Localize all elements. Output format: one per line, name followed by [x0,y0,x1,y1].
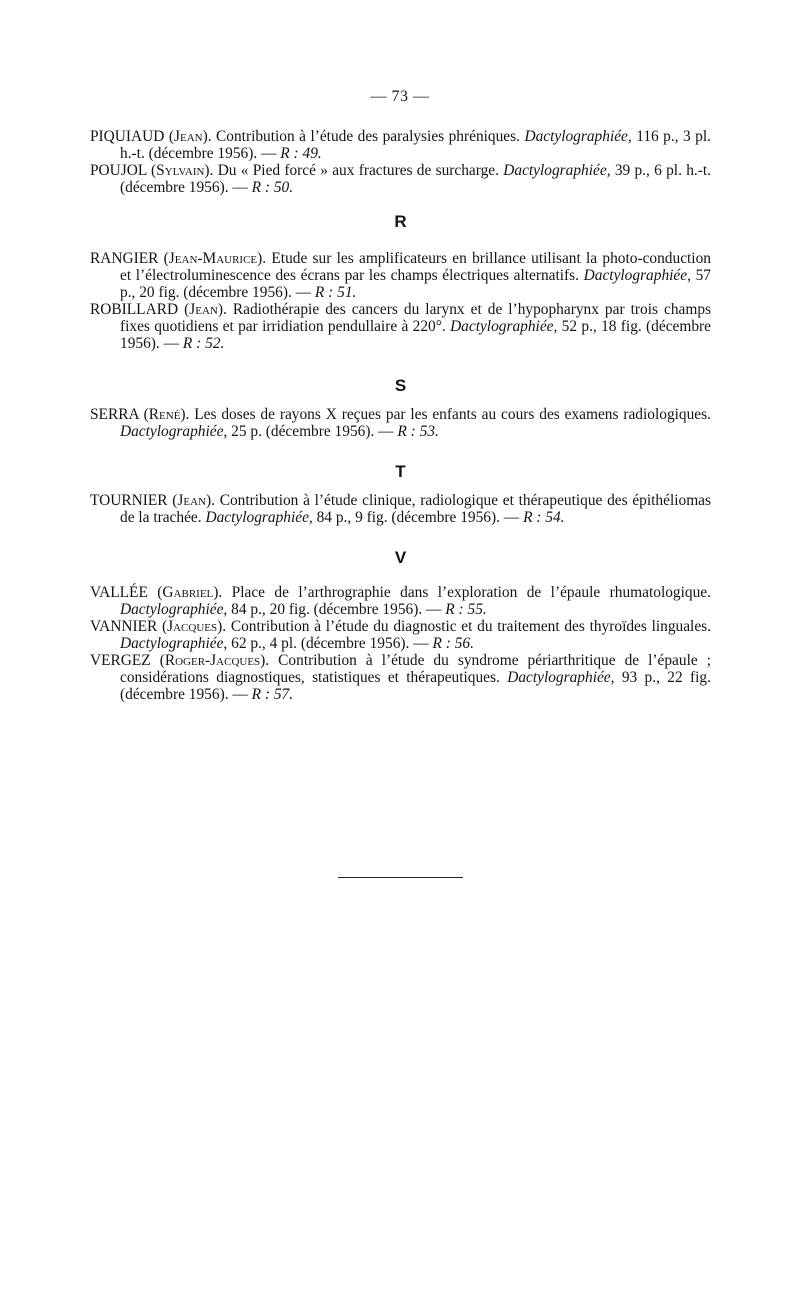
entry-title: Etude sur les amplificateurs en brillance utilisant la photo-conduction et l’électroluminescence des écrans par les champs électriques alternatifs. [120,250,711,284]
bibliography-entry [90,162,711,196]
author-given-name: (Jean). [172,492,215,509]
section-letter: S [394,376,407,395]
entry-details: 39 p., 6 pl. h.-t. (décembre 1956). — [120,162,711,196]
entry-details: 57 p., 20 fig. (décembre 1956). — [120,267,711,301]
bibliography-entry [90,492,711,526]
publication-type: Dactylographiée, [583,267,691,284]
bibliography-entry [90,618,711,652]
author-given-name: (Roger-Jacques). [159,652,270,669]
bibliography-entry [90,584,711,618]
entry-title: Place de l’arthrographie dans l’exploration de l’épaule rhumatologique. [231,584,711,601]
reference-number: R : 51. [314,284,357,301]
section-letter: T [395,462,406,481]
author-surname: RANGIER [90,250,159,267]
bibliography-entry [90,301,711,352]
entry-details: 93 p., 22 fig. (décembre 1956). — [120,669,711,703]
entry-title: Contribution à l’étude du syndrome périarthritique de l’épaule ; considérations diagnostiques, statistiques et thérapeutiques. [120,652,711,686]
publication-type: Dactylographiée, [205,509,313,526]
reference-number: R : 56. [432,635,474,652]
reference-number: R : 57. [251,686,294,703]
reference-number: R : 55. [445,601,487,618]
entry-title: Contribution à l’étude du diagnostic et du traitement des thyroïdes linguales. [230,618,712,635]
author-surname: TOURNIER [90,492,168,509]
author-given-name: (Gabriel). [157,584,223,601]
author-given-name: (Jean). [184,301,227,318]
publication-type: Dactylographiée, [450,318,558,335]
entry-title: Contribution à l’étude des paralysies phréniques. [216,128,520,145]
bibliography-list [90,128,711,703]
author-surname: SERRA [90,406,139,423]
bibliography-entry [90,652,711,703]
entry-title: Les doses de rayons X reçues par les enfants au cours des examens radiologiques. [194,406,711,423]
publication-type: Dactylographiée, [503,162,611,179]
reference-number: R : 49. [280,145,322,162]
author-surname: VANNIER [90,618,158,635]
author-surname: VALLÉE [90,584,148,601]
author-given-name: (Jean). [168,128,212,145]
entry-details: 52 p., 18 fig. (décembre 1956). — [120,318,711,352]
entry-title: Radiothérapie des cancers du larynx et de l’hypopharynx par trois champs fixes quotidiens et par irridiation pendullaire à 220°. [120,301,711,335]
section-letter: V [394,548,407,567]
reference-number: R : 52. [182,335,225,352]
entry-title: Du « Pied forcé » aux fractures de surcharge. [217,162,499,179]
reference-number: R : 54. [523,509,565,526]
end-rule [338,877,463,878]
page-number: — 73 — [370,88,430,105]
entry-title: Contribution à l’étude clinique, radiologique et thérapeutique des épithéliomas de la trachée. [120,492,711,526]
entry-details: 84 p., 9 fig. (décembre 1956). — [316,509,520,526]
publication-type: Dactylographiée, [120,601,228,618]
publication-type: Dactylographiée, [120,423,228,440]
entry-details: 62 p., 4 pl. (décembre 1956). — [231,635,429,652]
section-letter: R [394,212,407,231]
author-given-name: (Jean-Maurice). [163,250,267,267]
bibliography-entry [90,128,711,162]
author-surname: ROBILLARD [90,301,179,318]
bibliography-entry [90,406,711,440]
entry-details: 84 p., 20 fig. (décembre 1956). — [231,601,442,618]
author-surname: POUJOL [90,162,147,179]
publication-type: Dactylographiée, [507,669,615,686]
reference-number: R : 53. [397,423,439,440]
author-given-name: (Sylvain). [151,162,214,179]
bibliography-entry [90,250,711,301]
reference-number: R : 50. [251,179,294,196]
author-surname: PIQUIAUD [90,128,165,145]
entry-details: 25 p. (décembre 1956). — [231,423,394,440]
publication-type: Dactylographiée, [524,128,632,145]
publication-type: Dactylographiée, [120,635,228,652]
author-given-name: (Jacques). [162,618,227,635]
author-given-name: (René). [143,406,190,423]
entry-details: 116 p., 3 pl. h.-t. (décembre 1956). — [120,128,711,162]
author-surname: VERGEZ [90,652,151,669]
